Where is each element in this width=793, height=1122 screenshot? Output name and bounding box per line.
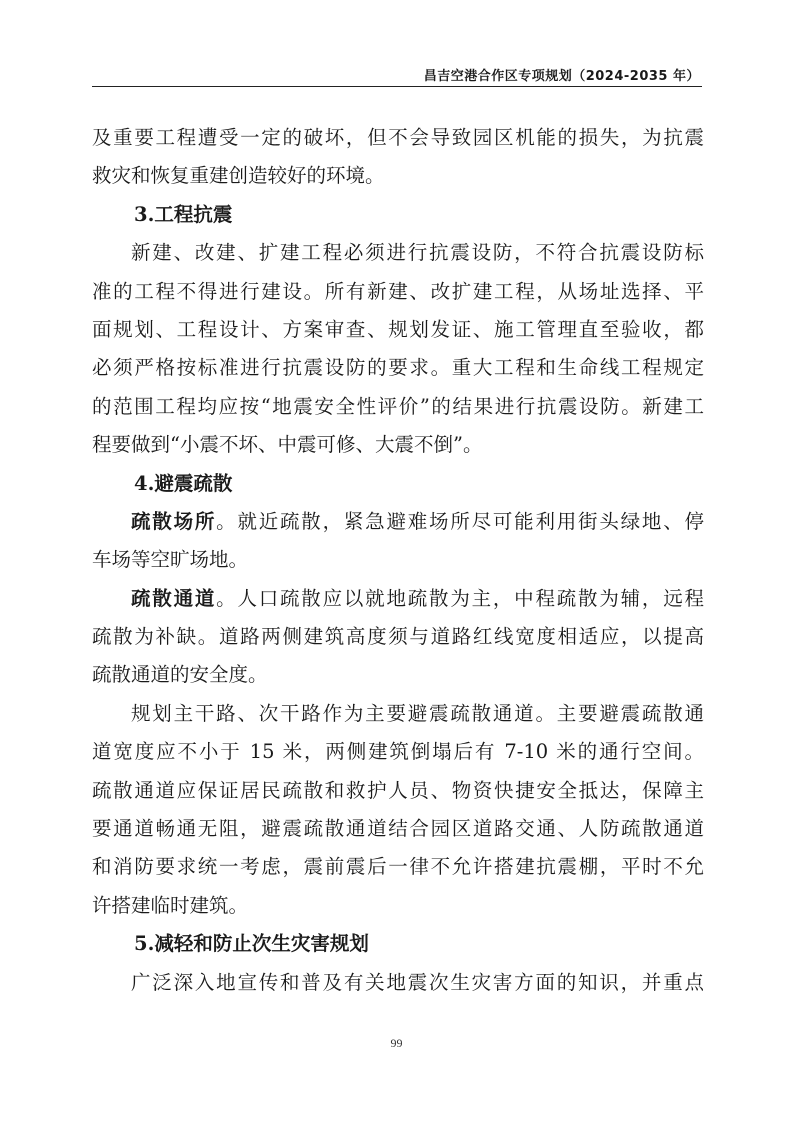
paragraph-evacuation-routes [92,580,704,695]
paragraph-evacuation-sites [92,503,704,580]
paragraph-text: 。人口疏散应以就地疏散为主，中程疏散为辅，远程 [216,586,704,610]
page-number: 99 [390,1036,403,1050]
lead-term: 疏散场所 [131,509,217,533]
paragraph-intro [92,119,704,196]
paragraph-line: 许搭建临时建筑。 [92,893,249,917]
paragraph-line: 面规划、工程设计、方案审查、规划发证、施工管理直至验收，都 [92,317,704,341]
paragraph-line: 的范围工程均应按“地震安全性评价”的结果进行抗震设防。新建工 [92,394,704,418]
paragraph-secondary-disasters [92,964,704,1002]
paragraph-line: 救灾和恢复重建创造较好的环境。 [92,164,385,188]
section-heading-evacuation: 4.避震疏散 [134,471,233,495]
paragraph-line: 疏散通道应保证居民疏散和救护人员、物资快捷安全抵达，保障主 [92,778,704,802]
header-title: 昌吉空港合作区专项规划（2024-2035 年） [423,69,700,84]
paragraph-line: 规划主干路、次干路作为主要避震疏散通道。主要避震疏散通 [131,701,704,725]
paragraph-line: 要通道畅通无阻，避震疏散通道结合园区道路交通、人防疏散通道 [92,817,704,841]
section-heading-seismic-engineering: 3.工程抗震 [134,202,233,226]
paragraph-text: 。就近疏散，紧急避难场所尽可能利用街头绿地、停 [216,509,704,533]
lead-term: 疏散通道 [131,586,217,610]
paragraph-line: 和消防要求统一考虑，震前震后一律不允许搭建抗震棚，平时不允 [92,855,704,879]
document-body [92,119,704,1002]
paragraph-line: 及重要工程遭受一定的破坏，但不会导致园区机能的损失，为抗震 [92,126,704,149]
paragraph-line: 广泛深入地宣传和普及有关地震次生灾害方面的知识，并重点 [131,970,704,994]
paragraph-line: 必须严格按标准进行抗震设防的要求。重大工程和生命线工程规定 [92,356,704,380]
paragraph-seismic-engineering [92,234,704,464]
paragraph-line: 程要做到“小震不坏、中震可修、大震不倒”。 [92,433,483,457]
page-header [92,62,702,87]
paragraph-main-evacuation-routes [92,695,704,925]
paragraph-line: 疏散为补缺。道路两侧建筑高度须与道路红线宽度相适应，以提高 [92,625,704,649]
section-heading-secondary-disasters: 5.减轻和防止次生灾害规划 [134,932,369,956]
paragraph-line: 车场等空旷场地。 [92,548,249,572]
paragraph-line [92,580,704,618]
paragraph-line: 准的工程不得进行建设。所有新建、改扩建工程，从场址选择、平 [92,279,704,303]
paragraph-line: 道宽度应不小于 15 米，两侧建筑倒塌后有 7-10 米的通行空间。 [92,740,704,764]
paragraph-line [92,503,704,541]
paragraph-line: 新建、改建、扩建工程必须进行抗震设防，不符合抗震设防标 [131,241,704,265]
paragraph-line: 疏散通道的安全度。 [92,663,268,687]
